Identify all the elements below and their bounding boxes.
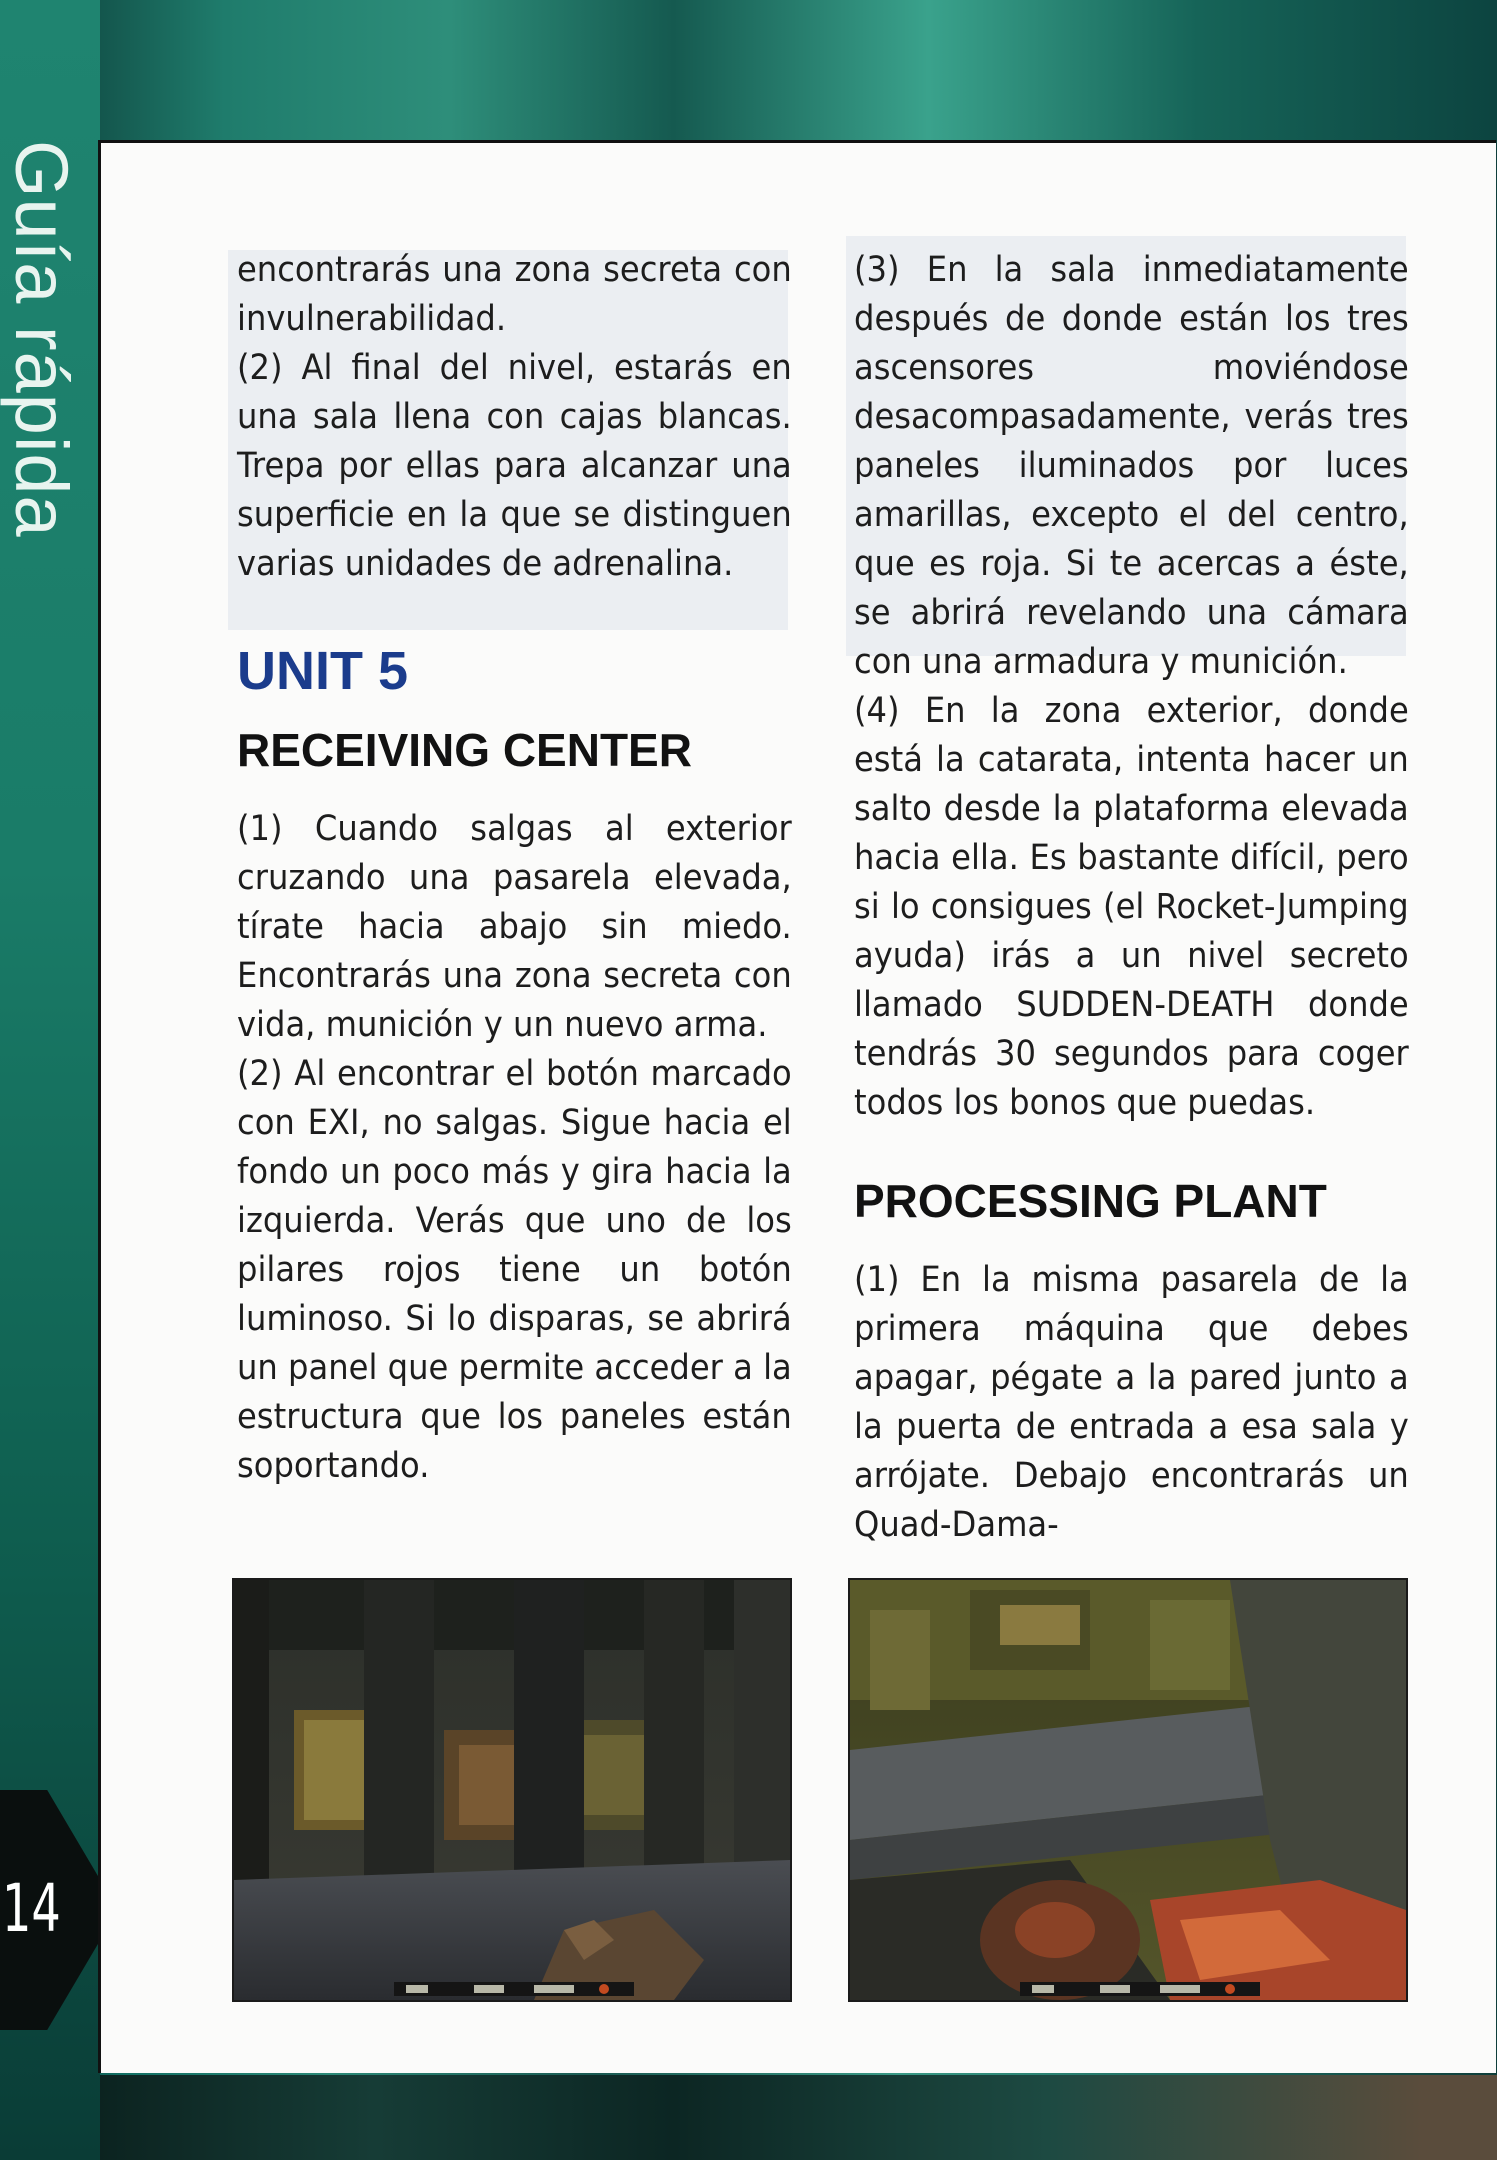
section-heading: PROCESSING PLANT — [854, 1175, 1327, 1227]
paragraph: (4) En la zona exterior, donde está la catarata, intenta hacer un salto desde la plataforma elevada hacia ella. Es bastante difícil, pero si lo consigues (el Rocket-Jumping ayuda) irás a un nivel secreto llamado SUDDEN-DEATH donde tendrás 30 segundos para coger todos los bonos que puedas. — [854, 691, 1409, 1123]
game-screenshot-receiving-center — [232, 1578, 792, 2002]
right-column — [854, 246, 1409, 1550]
section-heading: RECEIVING CENTER — [237, 724, 692, 776]
page-number: 14 — [2, 1870, 61, 1947]
paragraph: (1) Cuando salgas al exterior cruzando una pasarela elevada, tírate hacia abajo sin miedo. Encontrarás una zona secreta con vida, munición y un nuevo arma. — [237, 809, 792, 1045]
paragraph: (2) Al encontrar el botón marcado con EXI, no salgas. Sigue hacia el fondo un poco más y gira hacia la izquierda. Verás que uno de los pilares rojos tiene un botón luminoso. Si lo disparas, se abrirá un panel que permite acceder a la estructura que los paneles están soportando. — [237, 1054, 792, 1486]
unit-heading: UNIT 5 — [237, 641, 409, 701]
spine-title: Guía rápida — [0, 140, 83, 538]
paragraph: (1) En la misma pasarela de la primera máquina que debes apagar, pégate a la pared junto a la puerta de entrada a esa sala y arrójate. Debajo encontrarás un Quad-Dama- — [854, 1260, 1409, 1545]
left-column — [237, 246, 792, 1491]
top-background-band — [0, 0, 1497, 140]
game-screenshot-processing-plant — [848, 1578, 1408, 2002]
bottom-background-band — [0, 2075, 1497, 2160]
paragraph: (2) Al final del nivel, estarás en una sala llena con cajas blancas. Trepa por ellas para alcanzar una superficie en la que se distinguen varias unidades de adrenalina. — [237, 348, 792, 584]
paragraph: encontrarás una zona secreta con invulnerabilidad. — [237, 250, 792, 339]
paragraph: (3) En la sala inmediatamente después de donde están los tres ascensores moviéndose desacompasadamente, verás tres paneles iluminados por luces amarillas, excepto el del centro, que es roja. Si te acercas a éste, se abrirá revelando una cámara con una armadura y munición. — [854, 250, 1409, 682]
